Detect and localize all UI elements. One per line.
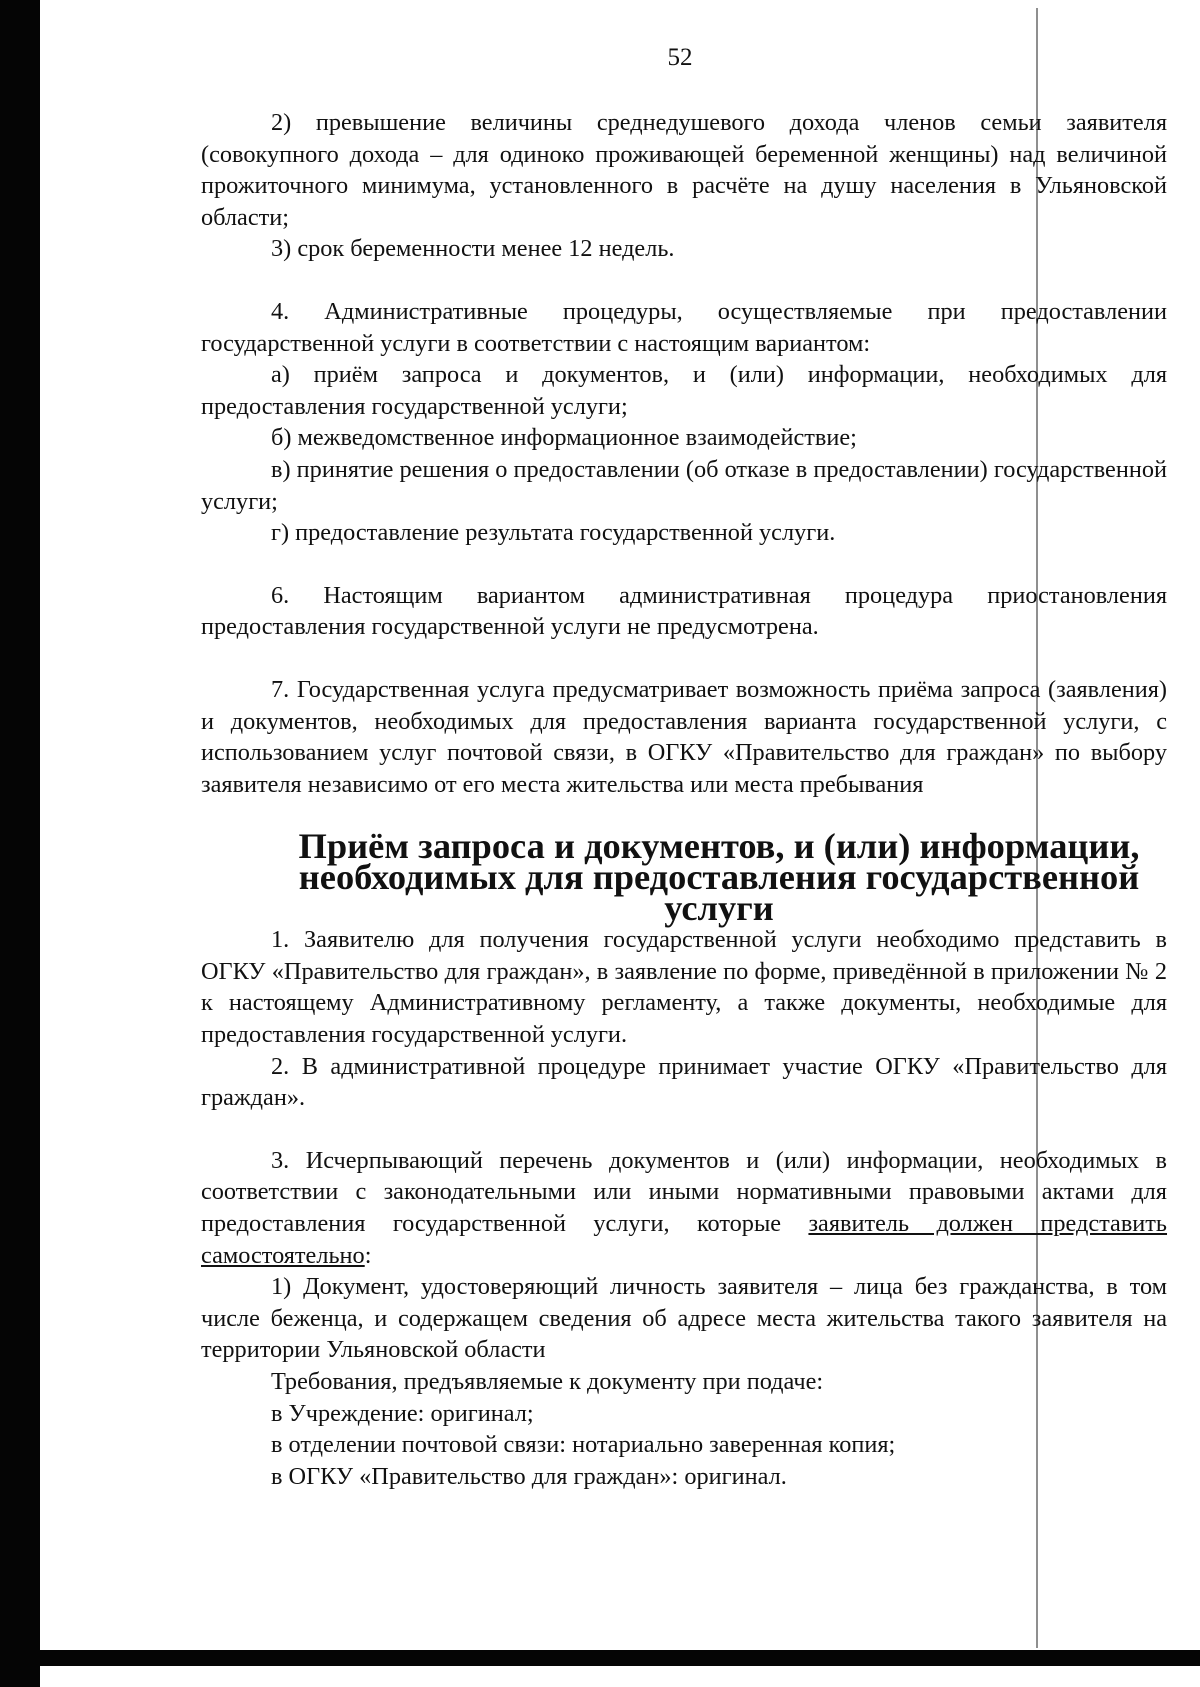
paragraph-requirement-3: в ОГКУ «Правительство для граждан»: оригинал. bbox=[271, 1462, 787, 1490]
document-body bbox=[201, 107, 1167, 1492]
paragraph-section-6: 6. Настоящим вариантом административная процедура приостановления предоставления государственной услуги не предусмотрена. bbox=[201, 581, 1167, 641]
paragraph-heading-item-3-lead: 3. Исчерпывающий перечень документов и (или) информации, необходимых в соответствии с законодательными или иными нормативными правовыми актами для предоставления государственной услуги, которые bbox=[201, 1146, 1167, 1238]
paragraph-section-4-g: г) предоставление результата государственной услуги. bbox=[271, 519, 836, 547]
paragraph-section-7: 7. Государственная услуга предусматривает возможность приёма запроса (заявления) и документов, необходимых для предоставления варианта государственной услуги, с использованием услуг почтовой связи, в ОГКУ «Правительство для граждан» по выбору заявителя независимо от его места жительства или места пребывания bbox=[201, 675, 1167, 798]
section-heading: Приём запроса и документов, и (или) информации, необходимых для предоставления государственной услуги bbox=[298, 826, 1140, 929]
paragraph-heading-item-1: 1. Заявителю для получения государственной услуги необходимо представить в ОГКУ «Правительство для граждан», в заявление по форме, приведённой в приложении № 2 к настоящему Административному регламенту, а также документы, необходимые для предоставления государственной услуги. bbox=[201, 926, 1167, 1049]
paragraph-gap bbox=[201, 643, 1167, 674]
paragraph-section-4-intro: 4. Административные процедуры, осуществляемые при предоставлении государственной услуги в соответствии с настоящим вариантом: bbox=[201, 297, 1167, 357]
page-number: 52 bbox=[667, 44, 693, 71]
scan-left-border bbox=[0, 0, 40, 1687]
paragraph-gap bbox=[201, 549, 1167, 580]
paragraph-heading-item-2: 2. В административной процедуре принимает участие ОГКУ «Правительство для граждан». bbox=[201, 1052, 1167, 1112]
paragraph-requirement-2: в отделении почтовой связи: нотариально заверенная копия; bbox=[271, 1431, 896, 1459]
paragraph-item-3: 3) срок беременности менее 12 недель. bbox=[271, 235, 675, 263]
paragraph-requirements-intro: Требования, предъявляемые к документу при подаче: bbox=[271, 1368, 824, 1395]
paragraph-section-4-a: а) приём запроса и документов, и (или) информации, необходимых для предоставления государственной услуги; bbox=[201, 361, 1167, 420]
paragraph-section-4-b: б) межведомственное информационное взаимодействие; bbox=[271, 424, 857, 452]
scan-bottom-border bbox=[0, 1650, 1200, 1666]
paragraph-gap bbox=[201, 1114, 1167, 1145]
paragraph-gap bbox=[201, 265, 1167, 296]
paragraph-heading-item-3 bbox=[201, 1145, 1167, 1271]
paragraph-item-2: 2) превышение величины среднедушевого дохода членов семьи заявителя (совокупного дохода – для одиноко проживающей беременной женщины) над величиной прожиточного минимума, установленного в расчёте на душу населения в Ульяновской области; bbox=[201, 109, 1167, 231]
underlined-phrase: заявитель должен представить самостоятельно bbox=[201, 1210, 1168, 1269]
paragraph-heading-item-3-tail: : bbox=[364, 1241, 372, 1269]
paragraph-requirement-1: в Учреждение: оригинал; bbox=[271, 1399, 534, 1427]
paragraph-document-1: 1) Документ, удостоверяющий личность заявителя – лица без гражданства, в том числе беженца, и содержащем сведения об адресе места жительства такого заявителя на территории Ульяновской области bbox=[201, 1273, 1167, 1364]
paragraph-section-4-v: в) принятие решения о предоставлении (об отказе в предоставлении) государственной услуги; bbox=[201, 455, 1167, 515]
